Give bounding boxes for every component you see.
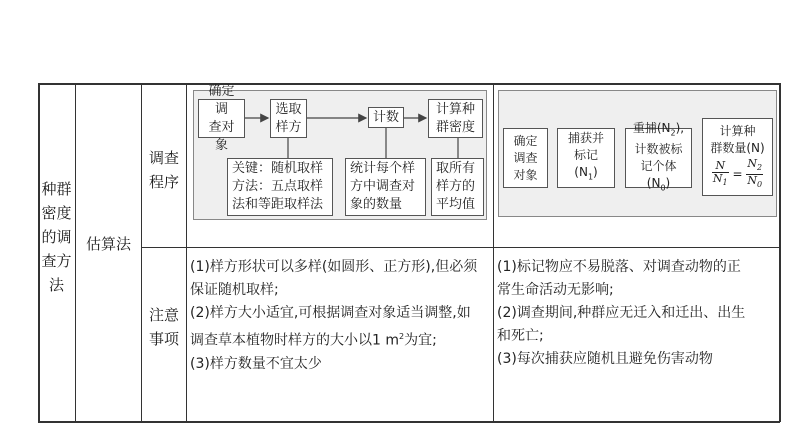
box-line: 标记	[573, 148, 598, 163]
box-line: 象的数量	[350, 197, 403, 212]
formula-equals: =	[732, 167, 743, 181]
formula-rhs: $\frac{N_2}{N_0}$	[747, 156, 763, 190]
symbol: 重捕(N	[632, 120, 671, 135]
formula-lhs: $\frac{N}{N_1}$	[712, 158, 728, 188]
box-line: 方中调查对	[350, 179, 416, 194]
mark-step-define-target	[503, 128, 548, 188]
quadrat-count-detail	[345, 158, 426, 216]
procedure-label-line: 调查	[148, 149, 179, 167]
box-line: 平均值	[436, 197, 476, 212]
box-line	[630, 120, 687, 141]
quadrat-notes	[190, 256, 488, 376]
notes-label-line: 事项	[148, 330, 179, 348]
symbol: )	[593, 165, 598, 180]
box-line: 计数被标	[634, 142, 683, 156]
quadrat-key-note	[227, 158, 333, 216]
quadrat-step-define-target	[198, 83, 245, 153]
box-line: 计数	[373, 109, 400, 125]
quadrat-average	[431, 158, 484, 216]
box-line: 调查	[513, 150, 538, 165]
quadrat-step-count	[368, 107, 404, 128]
note-line: 调查草本植物时样方的大小以1 $m^2$为宜;	[190, 332, 437, 349]
note-line: (1)样方形状可以多样(如圆形、正方形),但必须	[190, 259, 478, 275]
symbol: (N	[574, 165, 588, 180]
subscript: 1	[587, 172, 594, 182]
formula	[710, 158, 764, 191]
symbol: 记个体(N	[640, 159, 677, 190]
box-line: 取所有	[436, 161, 476, 176]
box-line: 计算种	[719, 123, 756, 138]
box-line: 查对象	[208, 119, 235, 153]
note-line: (2)样方大小适宜,可根据调查对象适当调整,如	[190, 305, 471, 321]
box-line: 法和等距取样法	[232, 197, 324, 212]
method-label: 估算法	[85, 235, 131, 253]
box-line: 群密度	[435, 119, 475, 135]
row-header-line: 密度	[41, 204, 72, 222]
row-header-line: 查方	[41, 252, 72, 270]
procedure-label-line: 程序	[148, 173, 179, 191]
mark-step-recapture	[625, 120, 692, 193]
mark-notes	[497, 256, 777, 371]
row-header-line: 的调	[41, 228, 72, 246]
note-line: (3)每次捕获应随机且避免伤害动物	[497, 351, 713, 367]
box-line: 确定调	[208, 83, 235, 117]
row-header-line: 种群	[41, 180, 72, 198]
symbol: )	[665, 176, 671, 190]
box-line: 样方	[275, 119, 302, 135]
box-line: 方法：五点取样	[232, 179, 324, 194]
box-line: 群数量(N)	[710, 140, 765, 155]
mark-step-calc-population	[702, 118, 773, 196]
note-line: 和死亡;	[497, 328, 544, 344]
note-line: 常生命活动无影响;	[497, 282, 614, 298]
box-line: 样方的	[436, 179, 476, 194]
symbol: ),	[675, 120, 685, 135]
notes-label-line: 注意	[148, 306, 179, 324]
row-header-line: 法	[48, 276, 64, 294]
quadrat-step-calc-density	[428, 99, 483, 138]
box-line: 计算种	[435, 101, 475, 117]
note-line: (3)样方数量不宜太少	[190, 355, 322, 372]
note-line: (1)标记物应不易脱落、对调查动物的正	[497, 259, 741, 275]
box-line: 选取	[275, 101, 302, 117]
subscript: 2	[670, 128, 676, 137]
quadrat-step-select-quadrat	[270, 99, 307, 138]
box-line: 关键：随机取样	[232, 161, 324, 176]
subscript: 0	[660, 183, 666, 193]
note-line: (2)调查期间,种群应无迁入和迁出、出生	[497, 305, 746, 321]
box-line: 确定	[513, 133, 538, 148]
box-line: 捕获并	[567, 131, 604, 146]
box-line	[630, 158, 687, 196]
note-line: 保证随机取样;	[190, 282, 279, 298]
box-line: 统计每个样	[350, 161, 416, 176]
mark-step-capture-mark	[557, 128, 615, 188]
box-line	[568, 164, 604, 185]
box-line: 对象	[513, 167, 538, 182]
